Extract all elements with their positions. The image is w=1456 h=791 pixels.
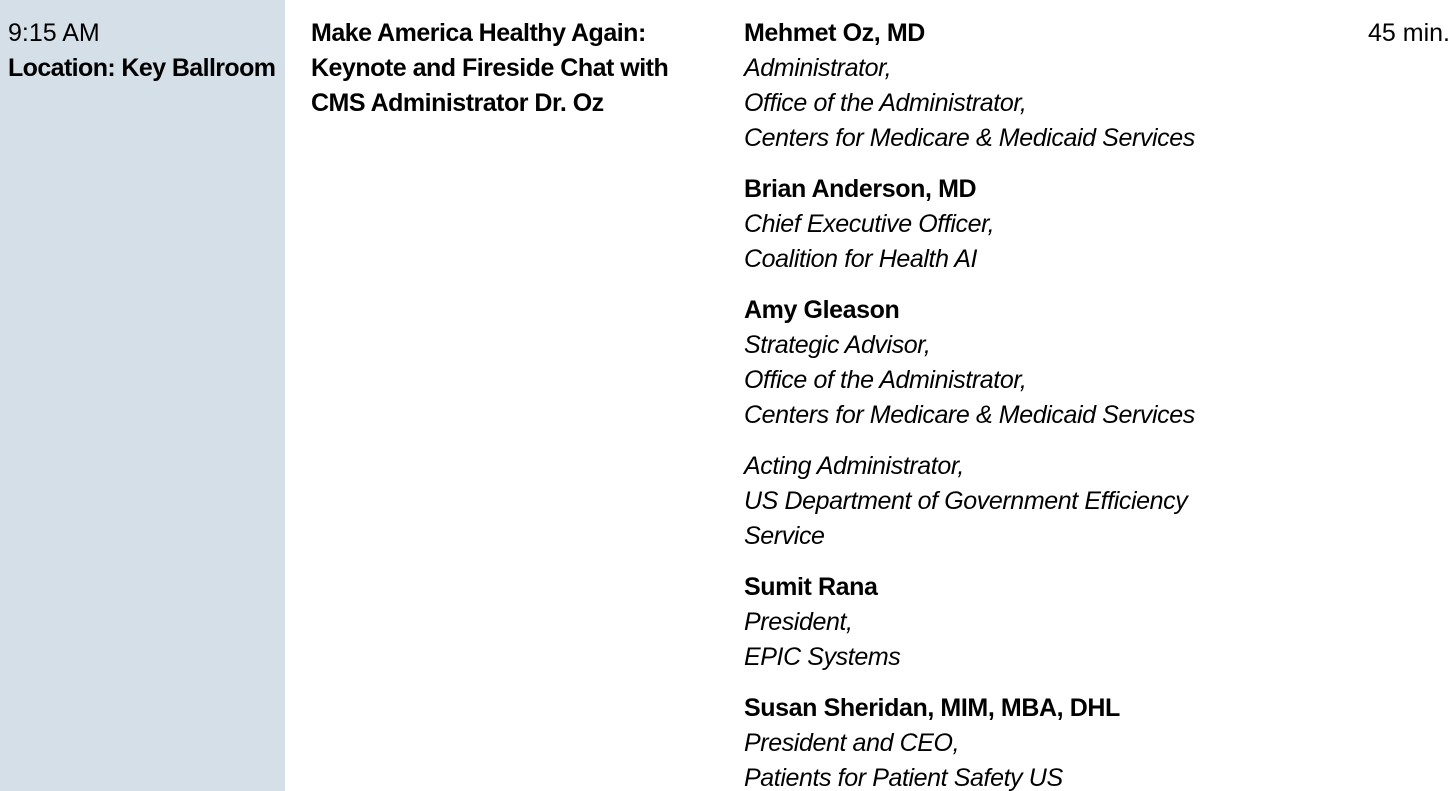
session-duration: 45 min. — [1368, 19, 1450, 47]
speaker-affiliation: Service — [744, 522, 825, 550]
speaker-name: Sumit Rana — [744, 573, 878, 601]
session-title-line: Make America Healthy Again: — [311, 19, 646, 47]
session-title — [311, 16, 731, 121]
speaker-affiliation: Administrator, — [744, 54, 892, 82]
speaker-affiliation: Centers for Medicare & Medicaid Services — [744, 124, 1195, 152]
speaker-affiliation: President and CEO, — [744, 729, 960, 757]
speaker-affiliation: Office of the Administrator, — [744, 366, 1027, 394]
speaker-affiliation: Patients for Patient Safety US — [744, 764, 1063, 791]
speaker-entry — [744, 691, 1304, 791]
speaker-name: Brian Anderson, MD — [744, 175, 977, 203]
speaker-affiliation: EPIC Systems — [744, 643, 901, 671]
speaker-affiliation: Coalition for Health AI — [744, 245, 978, 273]
speaker-affiliation: Centers for Medicare & Medicaid Services — [744, 401, 1195, 429]
session-time: 9:15 AM — [8, 19, 100, 47]
session-title-line: CMS Administrator Dr. Oz — [311, 89, 604, 117]
speaker-affiliation: US Department of Government Efficiency — [744, 487, 1188, 515]
session-title-line: Keynote and Fireside Chat with — [311, 54, 669, 82]
speaker-name: Susan Sheridan, MIM, MBA, DHL — [744, 694, 1120, 722]
time-column — [0, 0, 285, 791]
speaker-entry — [744, 293, 1304, 433]
speaker-affiliation: Acting Administrator, — [744, 452, 964, 480]
speaker-affiliation: Strategic Advisor, — [744, 331, 931, 359]
speaker-name: Amy Gleason — [744, 296, 900, 324]
speaker-entry — [744, 172, 1304, 277]
speaker-affiliation: President, — [744, 608, 853, 636]
speaker-affiliation: Chief Executive Officer, — [744, 210, 995, 238]
speaker-entry — [744, 449, 1304, 554]
speaker-list — [744, 16, 1304, 791]
session-location: Location: Key Ballroom — [8, 54, 276, 82]
speaker-affiliation: Office of the Administrator, — [744, 89, 1027, 117]
speaker-name: Mehmet Oz, MD — [744, 19, 925, 47]
speaker-entry — [744, 570, 1304, 675]
speaker-entry — [744, 16, 1304, 156]
